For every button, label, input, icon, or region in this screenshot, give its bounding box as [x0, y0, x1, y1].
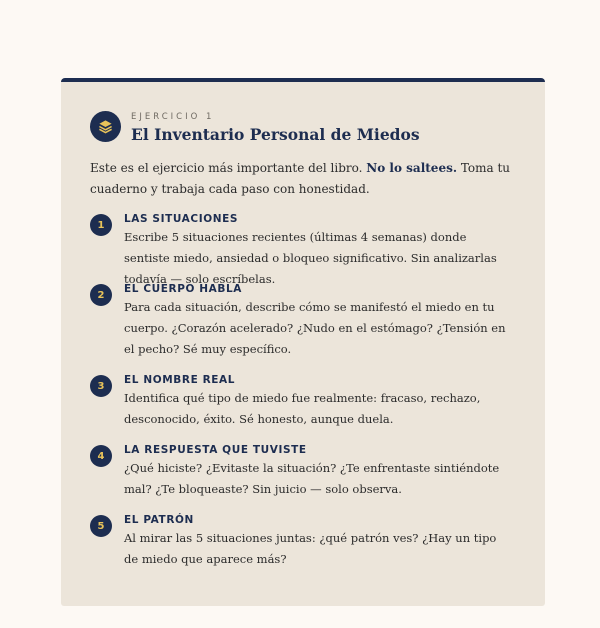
step-description: Para cada situación, describe cómo se manifestó el miedo en tu cuerpo. ¿Corazón acelerado? ¿Nudo en el estómago? ¿Tensión en el pecho? Sé muy específico.	[124, 300, 506, 356]
step-number-badge: 3	[90, 375, 112, 397]
step-number-badge: 1	[90, 214, 112, 236]
exercise-eyebrow: EJERCICIO 1	[131, 112, 215, 122]
layers-icon	[90, 111, 121, 142]
header-text	[131, 111, 420, 145]
exercise-card	[61, 78, 545, 606]
step-title: EL NOMBRE REAL	[124, 374, 236, 386]
intro-emphasis: No lo saltees.	[366, 161, 458, 175]
step-description: ¿Qué hiciste? ¿Evitaste la situación? ¿Te enfrentaste sintiéndote mal? ¿Te bloqueaste? Sin juicio — solo observa.	[124, 461, 500, 496]
step-description: Al mirar las 5 situaciones juntas: ¿qué patrón ves? ¿Hay un tipo de miedo que aparece más?	[124, 531, 497, 566]
step-title: LA RESPUESTA QUE TUVISTE	[124, 444, 307, 456]
step-number-badge: 2	[90, 284, 112, 306]
intro-text: Este es el ejercicio más importante del libro.	[90, 161, 367, 175]
step-title: EL PATRÓN	[124, 514, 194, 526]
step-description: Identifica qué tipo de miedo fue realmente: fracaso, rechazo, desconocido, éxito. Sé honesto, aunque duela.	[124, 391, 481, 426]
exercise-title: El Inventario Personal de Miedos	[131, 125, 420, 144]
intro-text-end: Toma tu cuaderno y trabaja cada paso con honestidad.	[90, 161, 511, 196]
exercise-header	[90, 111, 420, 145]
step-description: Escribe 5 situaciones recientes (últimas 4 semanas) donde sentiste miedo, ansiedad o bloqueo significativo. Sin analizarlas todavía — solo escríbelas.	[124, 230, 497, 286]
step-number-badge: 4	[90, 445, 112, 467]
step-title: LAS SITUACIONES	[124, 213, 239, 225]
step-number-badge: 5	[90, 515, 112, 537]
intro-paragraph	[90, 158, 520, 200]
step-title: EL CUERPO HABLA	[124, 283, 243, 295]
